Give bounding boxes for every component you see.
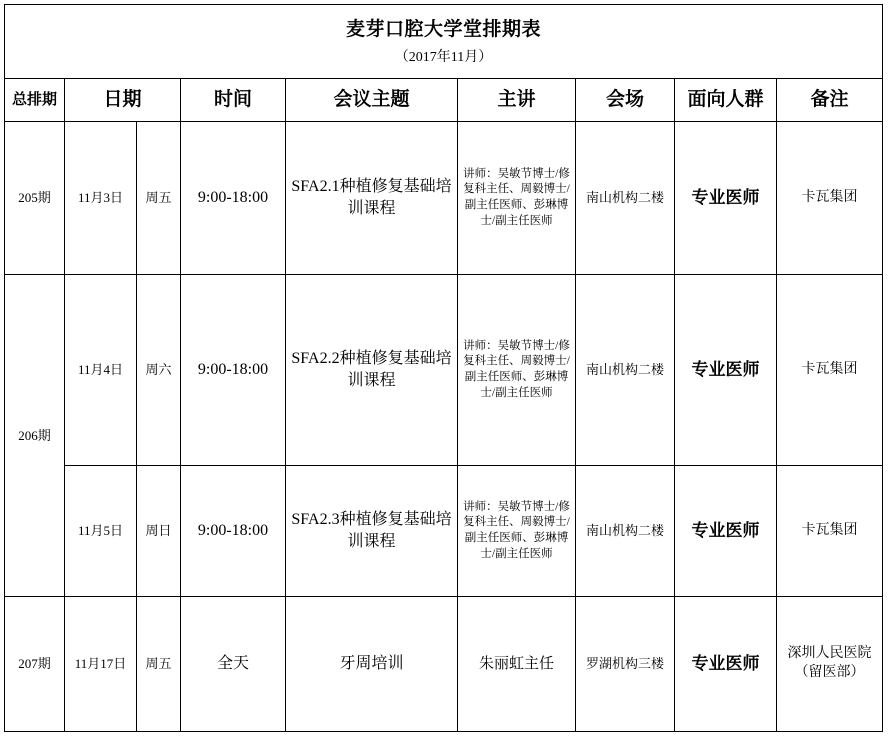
column-header-note: 备注 [777, 79, 883, 122]
column-header-speaker: 主讲 [458, 79, 576, 122]
cell-weekday: 周五 [137, 597, 181, 732]
cell-weekday: 周六 [137, 275, 181, 466]
cell-speaker: 讲师：吴敏节博士/修复科主任、周毅博士/副主任医师、彭琳博士/副主任医师 [458, 466, 576, 597]
document-title: 麦芽口腔大学堂排期表 [346, 18, 542, 40]
cell-time: 全天 [181, 597, 286, 732]
cell-period: 205期 [5, 122, 65, 275]
cell-venue: 南山机构二楼 [576, 275, 675, 466]
cell-audience: 专业医师 [675, 466, 777, 597]
cell-venue: 罗湖机构三楼 [576, 597, 675, 732]
cell-audience: 专业医师 [675, 122, 777, 275]
document-subtitle-cell [5, 46, 883, 78]
cell-date: 11月4日 [65, 275, 137, 466]
cell-weekday: 周日 [137, 466, 181, 597]
cell-time: 9:00-18:00 [181, 122, 286, 275]
table-header-row [5, 79, 883, 122]
cell-audience: 专业医师 [675, 597, 777, 732]
cell-note: 卡瓦集团 [777, 275, 883, 466]
cell-topic: 牙周培训 [286, 597, 458, 732]
cell-weekday: 周五 [137, 122, 181, 275]
cell-speaker: 讲师：吴敏节博士/修复科主任、周毅博士/副主任医师、彭琳博士/副主任医师 [458, 275, 576, 466]
table-row [5, 122, 883, 275]
cell-note: 卡瓦集团 [777, 122, 883, 275]
cell-topic: SFA2.2种植修复基础培训课程 [286, 275, 458, 466]
cell-date: 11月5日 [65, 466, 137, 597]
cell-topic: SFA2.1种植修复基础培训课程 [286, 122, 458, 275]
schedule-table [4, 4, 883, 732]
cell-venue: 南山机构二楼 [576, 122, 675, 275]
cell-time: 9:00-18:00 [181, 466, 286, 597]
cell-venue: 南山机构二楼 [576, 466, 675, 597]
cell-period: 206期 [5, 275, 65, 597]
column-header-audience: 面向人群 [675, 79, 777, 122]
cell-date: 11月3日 [65, 122, 137, 275]
cell-time: 9:00-18:00 [181, 275, 286, 466]
column-header-topic: 会议主题 [286, 79, 458, 122]
subtitle-row [5, 46, 883, 78]
column-header-date: 日期 [65, 79, 181, 122]
document-title-cell [5, 5, 883, 47]
column-header-time: 时间 [181, 79, 286, 122]
title-row [5, 5, 883, 47]
table-row [5, 466, 883, 597]
document-subtitle: （2017年11月） [394, 50, 493, 66]
cell-speaker: 讲师：吴敏节博士/修复科主任、周毅博士/副主任医师、彭琳博士/副主任医师 [458, 122, 576, 275]
cell-note: 卡瓦集团 [777, 466, 883, 597]
column-header-venue: 会场 [576, 79, 675, 122]
cell-audience: 专业医师 [675, 275, 777, 466]
cell-date: 11月17日 [65, 597, 137, 732]
table-row [5, 597, 883, 732]
table-row [5, 275, 883, 466]
cell-topic: SFA2.3种植修复基础培训课程 [286, 466, 458, 597]
cell-note: 深圳人民医院（留医部） [777, 597, 883, 732]
cell-speaker: 朱丽虹主任 [458, 597, 576, 732]
column-header-period: 总排期 [5, 79, 65, 122]
cell-period: 207期 [5, 597, 65, 732]
